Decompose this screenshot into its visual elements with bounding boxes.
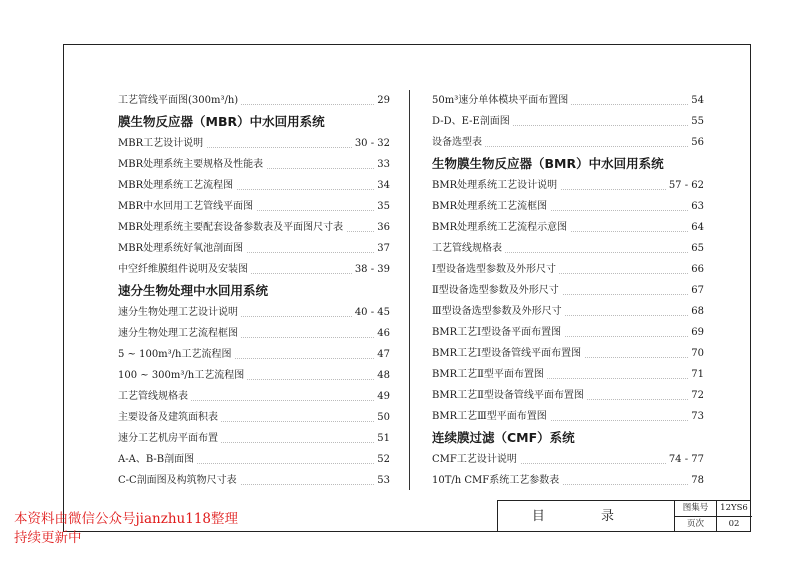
toc-entry [118,238,390,259]
atlas-number-label: 图集号 [682,503,709,513]
toc-entry-title: 工艺管线规格表 [118,391,191,402]
toc-entry [118,175,390,196]
title-block [497,500,751,532]
atlas-number-value: 12YS6 [720,503,748,513]
toc-entry [432,406,704,427]
toc-entry-page: 51 [374,428,390,449]
toc-entry [118,90,390,111]
toc-entry-title: BMR工艺Ⅰ型设备平面布置图 [432,327,564,338]
toc-entry [432,385,704,406]
toc-entry-title: 5 ~ 100m³/h工艺流程图 [118,349,235,360]
toc-entry-title: C-C剖面图及构筑物尺寸表 [118,475,240,486]
toc-entry-title: Ⅰ型设备选型参数及外形尺寸 [432,264,559,275]
toc-entry-title: BMR处理系统工艺流框图 [432,201,550,212]
toc-entry-page: 56 [688,132,704,153]
toc-entry [118,344,390,365]
toc-entry-page: 30 - 32 [352,133,390,154]
toc-entry-page: 47 [374,344,390,365]
toc-entry [118,259,390,280]
toc-entry-title: A-A、B-B剖面图 [118,454,197,465]
toc-entry [432,301,704,322]
toc-entry [432,111,704,132]
toc-entry-page: 52 [374,449,390,470]
toc-entry [118,323,390,344]
watermark-line: 本资料由微信公众号jianzhu118整理 [14,511,239,527]
toc-entry-title: MBR处理系统工艺流程图 [118,180,236,191]
section-heading: 生物膜生物反应器（BMR）中水回用系统 [432,156,664,171]
column-divider [409,90,410,490]
toc-entry [432,132,704,153]
toc-entry-page: 57 - 62 [666,175,704,196]
toc-entry-title: MBR处理系统主要规格及性能表 [118,159,266,170]
toc-entry [118,196,390,217]
toc-entry-page: 49 [374,386,390,407]
toc-entry-title: 中空纤维膜组件说明及安装图 [118,264,251,275]
title-block-title: 目 录 [531,509,641,524]
toc-entry [432,280,704,301]
toc-entry-title: 主要设备及建筑面积表 [118,412,221,423]
toc-entry-page: 74 - 77 [666,449,704,470]
section-heading: 速分生物处理中水回用系统 [118,283,269,298]
toc-entry-title: D-D、E-E剖面图 [432,116,513,127]
toc-entry-title: MBR处理系统好氧池剖面图 [118,243,246,254]
toc-entry [118,386,390,407]
toc-entry [118,365,390,386]
page-number-label: 页次 [686,519,704,529]
toc-entry [432,238,704,259]
toc-entry [432,90,704,111]
toc-entry-page: 53 [374,470,390,491]
watermark [14,510,238,548]
toc-entry-title: Ⅱ型设备选型参数及外形尺寸 [432,285,562,296]
toc-entry-page: 35 [374,196,390,217]
toc-entry-title: 速分生物处理工艺流程框图 [118,328,241,339]
toc-entry-page: 71 [688,364,704,385]
toc-entry-title: 50m³速分单体模块平面布置图 [432,95,571,106]
toc-entry-title: BMR工艺Ⅲ型平面布置图 [432,411,550,422]
toc-entry [432,364,704,385]
toc-entry-page: 73 [688,406,704,427]
toc-entry [432,343,704,364]
toc-entry-page: 46 [374,323,390,344]
toc-entry [118,154,390,175]
toc-entry-page: 50 [374,407,390,428]
toc-entry-title: MBR处理系统主要配套设备参数表及平面图尺寸表 [118,222,346,233]
toc-entry [118,407,390,428]
toc-entry-title: MBR工艺设计说明 [118,138,206,149]
toc-entry-page: 48 [374,365,390,386]
toc-right-column [432,90,704,491]
toc-entry-title: BMR工艺Ⅰ型设备管线平面布置图 [432,348,584,359]
toc-entry [432,322,704,343]
toc-entry [432,449,704,470]
toc-entry-page: 33 [374,154,390,175]
toc-entry-page: 37 [374,238,390,259]
toc-entry-page: 54 [688,90,704,111]
toc-entry-page: 36 [374,217,390,238]
toc-entry-title: 工艺管线规格表 [432,243,505,254]
toc-entry-page: 55 [688,111,704,132]
toc-entry-title: BMR工艺Ⅱ型设备管线平面布置图 [432,390,587,401]
toc-entry-title: BMR工艺Ⅱ型平面布置图 [432,369,547,380]
toc-entry-title: 10T/h CMF系统工艺参数表 [432,475,562,486]
toc-entry [432,175,704,196]
page-number-value: 02 [728,519,740,529]
watermark-line: 持续更新中 [14,530,82,546]
toc-entry-title: 速分生物处理工艺设计说明 [118,307,241,318]
section-heading: 膜生物反应器（MBR）中水回用系统 [118,114,325,129]
toc-entry [118,428,390,449]
toc-left-column [118,90,390,491]
toc-entry-title: BMR处理系统工艺流程示意图 [432,222,570,233]
toc-entry [118,449,390,470]
toc-entry-title: BMR处理系统工艺设计说明 [432,180,560,191]
toc-entry-page: 66 [688,259,704,280]
section-heading: 连续膜过滤（CMF）系统 [432,430,575,445]
toc-entry-page: 64 [688,217,704,238]
toc-entry-title: CMF工艺设计说明 [432,454,520,465]
toc-entry [118,302,390,323]
toc-entry-page: 68 [688,301,704,322]
toc-entry-page: 63 [688,196,704,217]
toc-entry-page: 40 - 45 [352,302,390,323]
toc-entry [118,470,390,491]
toc-entry-page: 78 [688,470,704,491]
toc-entry-page: 67 [688,280,704,301]
toc-entry [432,196,704,217]
toc-entry-title: 100 ~ 300m³/h工艺流程图 [118,370,247,381]
toc-entry-page: 34 [374,175,390,196]
toc-entry-page: 65 [688,238,704,259]
toc-entry-title: 设备选型表 [432,137,485,148]
toc-entry-page: 70 [688,343,704,364]
toc-entry-title: MBR中水回用工艺管线平面图 [118,201,256,212]
toc-entry-page: 72 [688,385,704,406]
toc-entry-title: 速分工艺机房平面布置 [118,433,221,444]
toc-entry-title: 工艺管线平面图(300m³/h) [118,95,241,106]
toc-entry [118,217,390,238]
toc-entry-page: 29 [374,90,390,111]
toc-entry-title: Ⅲ型设备选型参数及外形尺寸 [432,306,565,317]
toc-entry-page: 38 - 39 [352,259,390,280]
toc-entry-page: 69 [688,322,704,343]
toc-entry [432,259,704,280]
toc-entry [118,133,390,154]
toc-entry [432,470,704,491]
toc-entry [432,217,704,238]
